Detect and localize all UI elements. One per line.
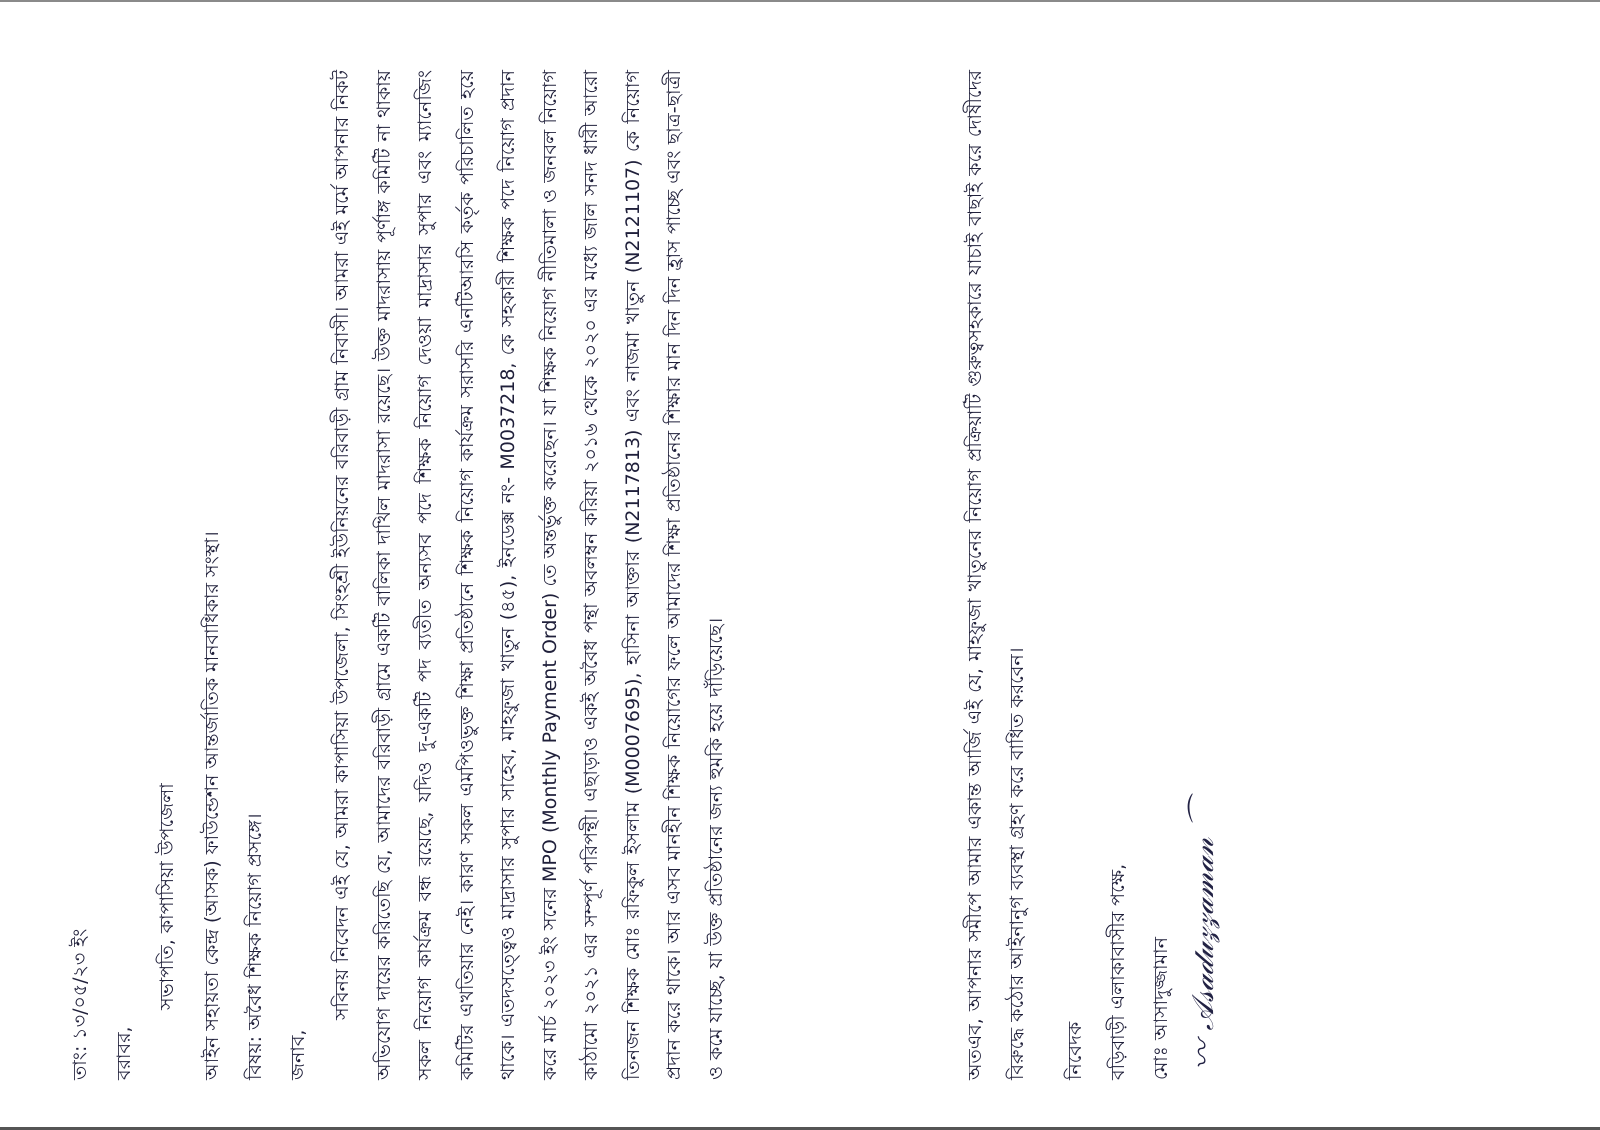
- letter-salutation: জনাব,: [287, 1029, 309, 1080]
- organization-name: আইন সহায়তা কেন্দ্র (আসক) ফাউন্ডেশন আন্তর্জাতিক মানবাধিকার সংস্থা।: [201, 531, 223, 1080]
- scan-top-edge: [0, 0, 1600, 2]
- sender-name: মোঃ আসাদুজ্জামান: [1150, 937, 1172, 1080]
- letter-subject: বিষয়: অবৈধ শিক্ষক নিয়োগ প্রসঙ্গে।: [244, 813, 266, 1080]
- recipient-title: সভাপতি, কাপাসিয়া উপজেলা: [156, 783, 178, 1010]
- handwritten-signature: 〰 𝒜𝓈𝒶𝒹𝓊𝓏𝓏𝒶𝓂𝒶𝓃 ⌒: [1186, 798, 1221, 1070]
- sender-group: বড়িবাড়ী এলাকাবাসীর পক্ষে,: [1107, 863, 1129, 1080]
- letter-signoff: নিবেদক: [1064, 1021, 1086, 1080]
- letter-body: সবিনয় নিবেদন এই যে, আমরা কাপাসিয়া উপজেলা, সিংহশ্রী ইউনিয়নের বরিবাড়ী গ্রাম নিবাসী। আমরা এই মর্মে আপনার নিকট অভিযোগ দায়ের করিতেছি যে, আমাদের বরিবাড়ী গ্রামে একটি বালিকা দাখিল মাদরাসা রয়েছে। উক্ত মাদরাসায় পূর্ণাঙ্গ কমিটি না থাকায় সকল নিয়োগ কার্যক্রম বন্ধ রয়েছে, যদিও দু-একটি পদ ব্যতীত অন্যসব পদে শিক্ষক নিয়োগ দেওয়া মাদ্রাসার সুপার এবং ম্যানেজিং কমিটির এখতিয়ার নেই। কারণ সকল এমপিওভুক্ত শিক্ষা প্রতিষ্ঠানে শিক্ষক নিয়োগ কার্যক্রম সরাসরি এনটিআরসি কর্তৃক পরিচালিত হয়ে থাকে। এতদসত্ত্বেও মাদ্রাসার সুপার সাহেব, মাহফুজা খাতুন (৪৫), ইনডেক্স নং- M0037218, কে সহকারী শিক্ষক পদে নিয়োগ প্রদান করে মার্চ ২০২৩ ইং সনের MPO (Monthly Payment Order) তে অন্তর্ভুক্ত করেছেন। যা শিক্ষক নিয়োগ নীতিমালা ও জনবল নিয়োগ কাঠামো ২০২১ এর সম্পূর্ণ পরিপন্থী। এছাড়াও একই অবৈধ পন্থা অবলম্বন করিয়া ২০১৬ থেকে ২০২০ এর মধ্যে জাল সনদ ধারী আরো তিনজন শিক্ষক মোঃ রফিকুল ইসলাম (M0007695), হাসিনা আক্তার (N2117813) এবং নাজমা খাতুন (N2121107) কে নিয়োগ প্রদান করে থাকে। আর এসব মানহীন শিক্ষক নিয়োগের ফলে আমাদের শিক্ষা প্রতিষ্ঠানের শিক্ষার মান দিন দিন হ্রাস পাচ্ছে এবং ছাত্র-ছাত্রী ও কমে যাচ্ছে, যা উক্ত প্রতিষ্ঠানের জন্য হুমকি হয়ে দাঁড়িয়েছে।: [331, 70, 727, 1080]
- letter-sheet: [60, 70, 1221, 1080]
- letter-closing: অতএব, আপনার সমীপে আমার একান্ত আর্জি এই যে, মাহফুজা খাতুনের নিয়োগ প্রক্রিয়াটি গুরুত্বসহকারে যাচাই বাছাই করে দোষীদের বিরুদ্ধে কঠোর আইনানুগ ব্যবস্থা গ্রহণ করে বাধিত করবেন।: [964, 70, 1028, 1080]
- letter-to: বরাবর,: [113, 1026, 135, 1080]
- letter-date: তাং: ১৩/০৫/২৩ ইং: [69, 928, 91, 1080]
